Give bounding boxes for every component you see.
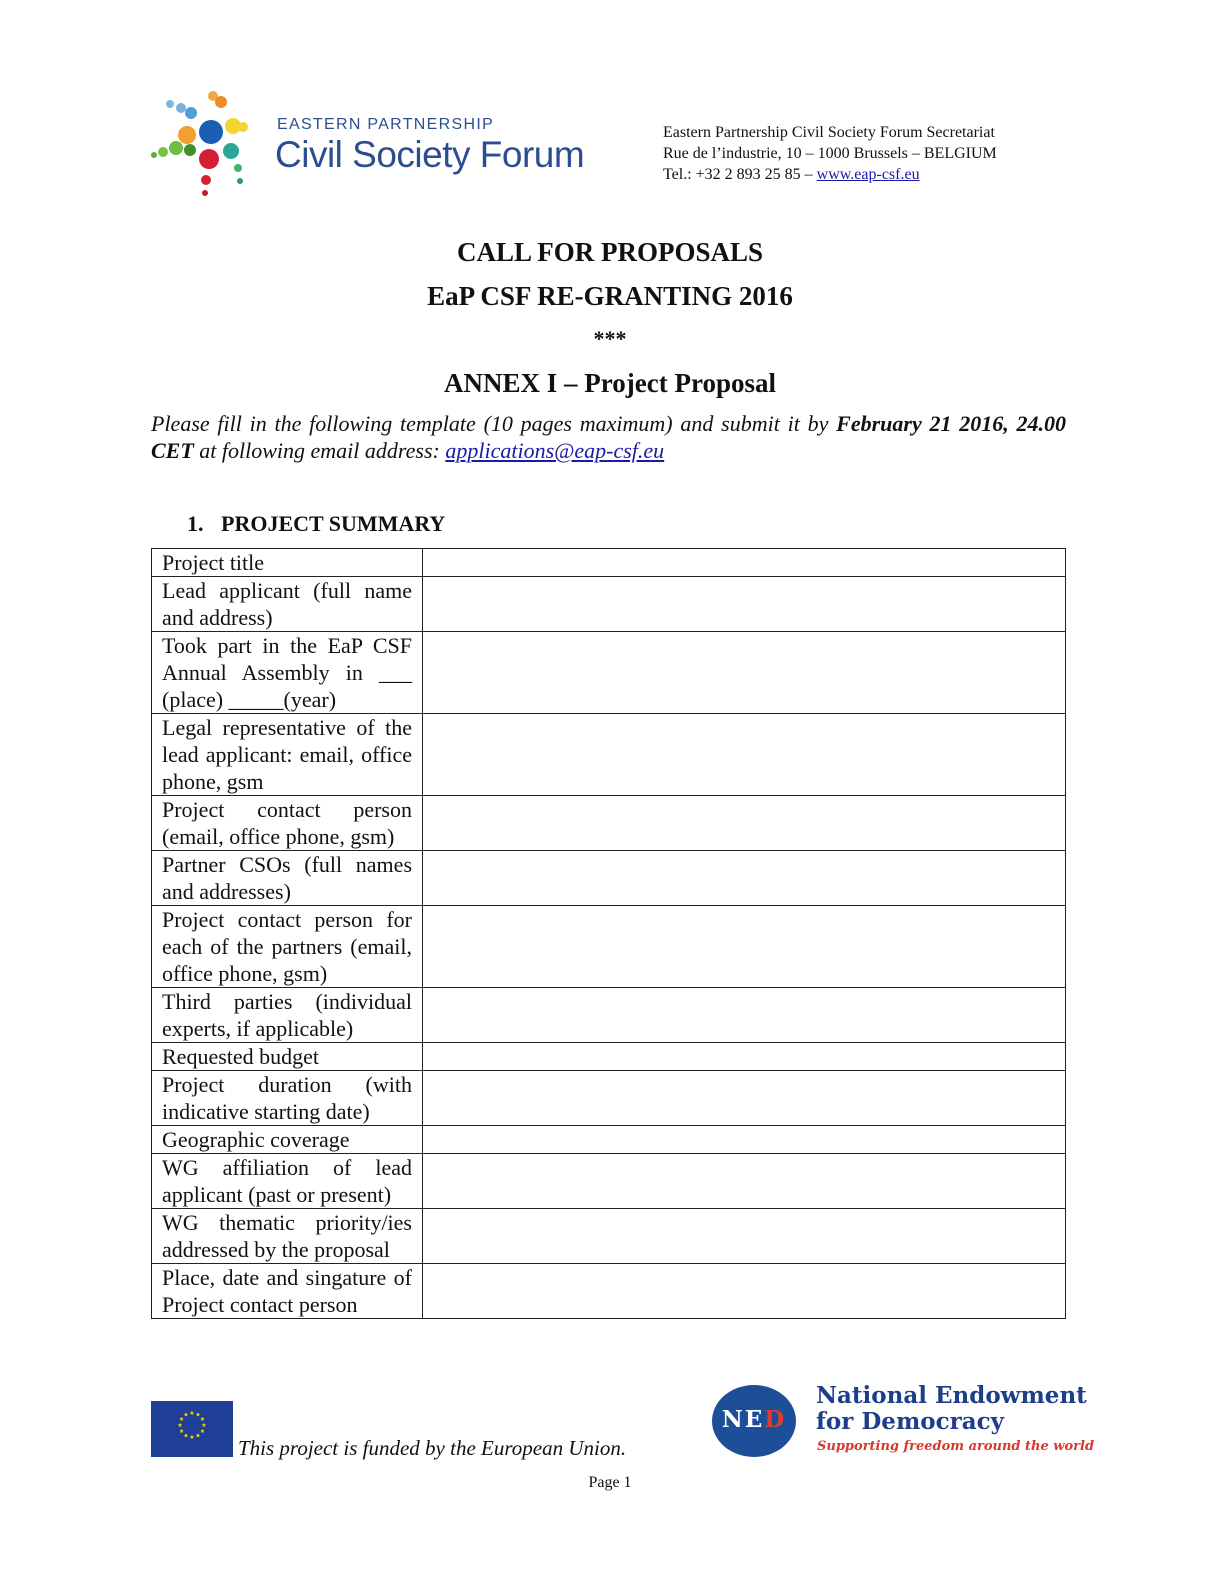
row-label: Project title [152,549,423,577]
title-separator: *** [593,326,627,351]
section-heading [187,511,445,537]
row-value-field[interactable] [423,1043,1066,1071]
svg-text:★: ★ [189,1410,195,1417]
eu-funded-text: This project is funded by the European Union. [238,1436,627,1460]
ned-tagline: Supporting freedom around the world [817,1439,1095,1454]
secretariat-address [663,122,997,185]
row-label: Legal representative of the lead applicant: email, office phone, gsm [152,714,423,796]
table-row [152,1154,1066,1209]
row-label: Took part in the EaP CSF Annual Assembly in ___ (place) _____(year) [152,632,423,714]
row-label: Geographic coverage [152,1126,423,1154]
row-value-field[interactable] [423,714,1066,796]
address-line-2: Rue de l’industrie, 10 – 1000 Brussels – BELGIUM [663,145,997,162]
row-value-field[interactable] [423,1071,1066,1126]
intro-paragraph [151,410,1066,464]
table-row [152,1209,1066,1264]
row-value-field[interactable] [423,632,1066,714]
row-label: Project contact person (email, office phone, gsm) [152,796,423,851]
table-row [152,851,1066,906]
svg-text:★: ★ [199,1428,206,1435]
row-value-field[interactable] [423,1154,1066,1209]
table-row [152,1264,1066,1319]
row-label: Third parties (individual experts, if applicable) [152,988,423,1043]
row-value-field[interactable] [423,851,1066,906]
svg-text:★: ★ [177,1422,183,1429]
row-value-field[interactable] [423,1264,1066,1319]
row-label: WG affiliation of lead applicant (past or present) [152,1154,423,1209]
ned-letter-e: E [744,1406,765,1433]
ned-letter-n: N [721,1406,745,1433]
address-line-1: Eastern Partnership Civil Society Forum Secretariat [663,124,995,141]
address-line-3 [663,164,997,185]
row-value-field[interactable] [423,549,1066,577]
table-row [152,796,1066,851]
row-label: Project duration (with indicative starting date) [152,1071,423,1126]
row-label: Project contact person for each of the partners (email, office phone, gsm) [152,906,423,988]
ned-letter-d: D [764,1406,787,1433]
ned-name-line-2: for Democracy [816,1408,1005,1435]
website-link[interactable]: www.eap-csf.eu [816,166,920,183]
svg-text:★: ★ [199,1416,206,1423]
row-value-field[interactable] [423,796,1066,851]
logo-text-civil-society-forum: Civil Society Forum [275,134,585,175]
row-label: WG thematic priority/ies addressed by the proposal [152,1209,423,1264]
row-value-field[interactable] [423,1209,1066,1264]
ned-name [816,1383,1087,1435]
svg-text:★: ★ [183,1411,189,1419]
table-row [152,906,1066,988]
svg-text:★: ★ [189,1434,195,1441]
table-row [152,549,1066,577]
section-title: PROJECT SUMMARY [221,511,446,536]
table-row [152,1071,1066,1126]
svg-text:★: ★ [195,1432,201,1440]
table-row [152,577,1066,632]
table-row [152,714,1066,796]
section-number: 1. [187,511,204,536]
row-value-field[interactable] [423,988,1066,1043]
row-value-field[interactable] [423,1126,1066,1154]
table-row [152,632,1066,714]
svg-text:★: ★ [178,1416,185,1423]
civil-society-forum-logo-icon [148,88,260,203]
svg-text:★: ★ [183,1432,189,1440]
eu-flag-icon [151,1401,233,1457]
row-value-field[interactable] [423,906,1066,988]
deadline-text: February 21 2016, 24.00 CET [151,411,1067,463]
table-row [152,1126,1066,1154]
regranting-title: EaP CSF RE-GRANTING 2016 [427,281,793,311]
page-number: Page 1 [588,1474,632,1491]
intro-text-2: at following email address: [193,438,446,463]
row-label: Place, date and singature of Project contact person [152,1264,423,1319]
table-row [152,1043,1066,1071]
row-value-field[interactable] [423,577,1066,632]
applications-email-link[interactable]: applications@eap-csf.eu [445,438,665,463]
ned-logo-letters [712,1406,796,1433]
intro-text-1: Please fill in the following template (10 pages maximum) and submit it by [151,411,837,436]
logo-text-eastern-partnership: EASTERN PARTNERSHIP [277,116,495,133]
svg-text:★: ★ [178,1428,185,1435]
project-summary-table [151,548,1066,1319]
row-label: Partner CSOs (full names and addresses) [152,851,423,906]
annex-title: ANNEX I – Project Proposal [444,368,776,398]
table-row [152,988,1066,1043]
svg-text:★: ★ [195,1411,201,1419]
row-label: Requested budget [152,1043,423,1071]
row-label: Lead applicant (full name and address) [152,577,423,632]
ned-name-line-1: National Endowment [816,1382,1087,1409]
phone-text: Tel.: +32 2 893 25 85 – [663,166,817,183]
call-for-proposals-title: CALL FOR PROPOSALS [456,237,764,267]
svg-text:★: ★ [201,1422,207,1429]
